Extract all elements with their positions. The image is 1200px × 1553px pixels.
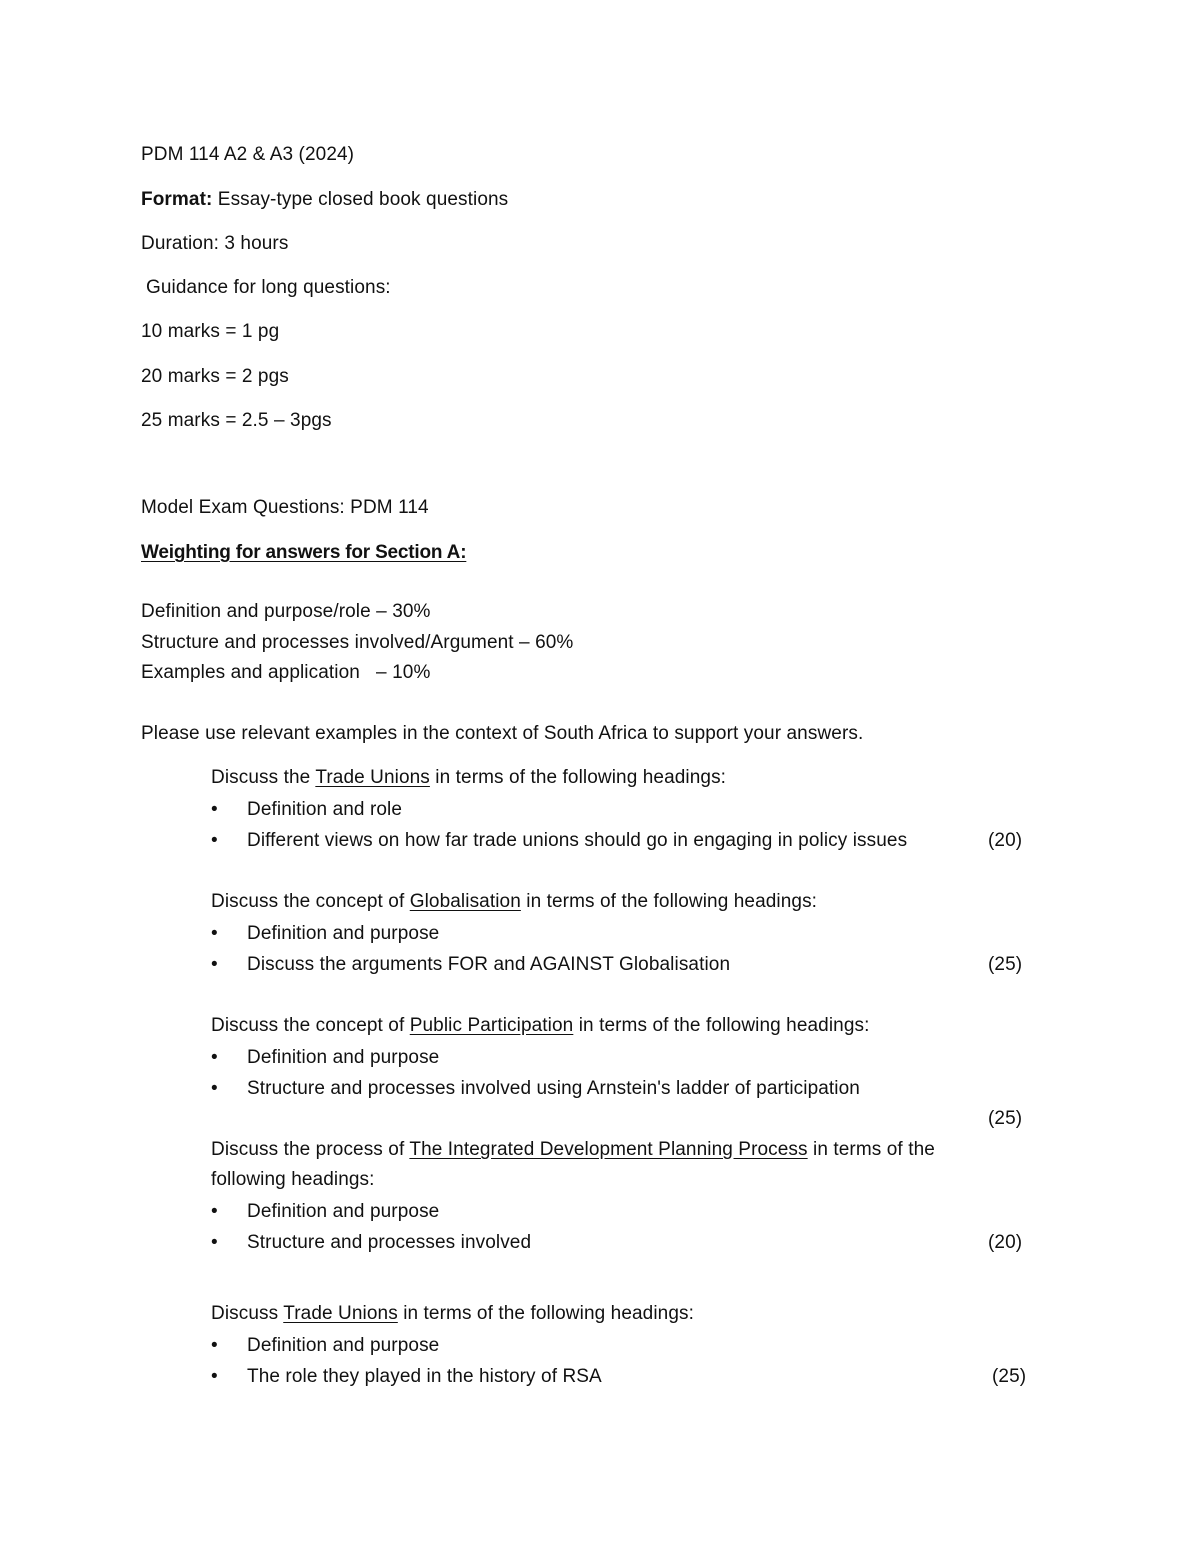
bullet-icon: • [211,923,218,944]
question-suffix: in terms of the following headings: [429,767,727,788]
question-topic: Public Participation [409,1015,574,1036]
model-exam-title: Model Exam Questions: PDM 114 [141,497,429,518]
question-5-marks: (25) [992,1366,1027,1387]
bullet-text: The role they played in the history of RSA [247,1366,602,1387]
duration-line: Duration: 3 hours [141,233,289,254]
question-1-marks: (20) [988,830,1023,851]
question-5-heading [211,1302,694,1326]
question-4-heading [211,1138,935,1162]
bullet-icon: • [211,1047,218,1068]
bullet-icon: • [211,830,218,851]
question-topic: Trade Unions [283,1303,398,1324]
bullet-text: Definition and role [247,799,403,820]
question-topic: The Integrated Development Planning Process [409,1139,808,1160]
question-topic: Globalisation [409,891,521,912]
question-prefix: Discuss [211,1303,284,1324]
question-2-heading [211,890,817,914]
bullet-icon: • [211,1366,218,1387]
weighting-line-definition: Definition and purpose/role – 30% [141,601,431,622]
question-2-marks: (25) [988,954,1023,975]
question-4-marks: (20) [988,1232,1023,1253]
question-suffix: in terms of the following headings: [397,1303,694,1324]
bullet-text: Structure and processes involved [247,1232,532,1253]
question-suffix: in terms of the following headings: [520,891,818,912]
question-prefix: Discuss the concept of [211,891,410,912]
weighting-line-examples: Examples and application – 10% [141,662,431,683]
bullet-text: Structure and processes involved using Arnstein's ladder of participation [247,1078,860,1099]
question-prefix: Discuss the process of [211,1139,410,1160]
question-suffix: in terms of the following headings: [573,1015,870,1036]
bullet-text: Definition and purpose [247,1201,440,1222]
bullet-text: Different views on how far trade unions should go in engaging in policy issues [247,830,908,851]
bullet-icon: • [211,799,218,820]
bullet-icon: • [211,954,218,975]
guidance-line-20-marks: 20 marks = 2 pgs [141,366,289,387]
instruction-text: Please use relevant examples in the context of South Africa to support your answers. [141,723,864,744]
question-topic: Trade Unions [315,767,430,788]
bullet-icon: • [211,1201,218,1222]
bullet-text: Definition and purpose [247,923,440,944]
question-4-heading-continuation: following headings: [211,1169,375,1190]
question-1-heading [211,766,726,790]
bullet-text: Discuss the arguments FOR and AGAINST Globalisation [247,954,731,975]
guidance-line-25-marks: 25 marks = 2.5 – 3pgs [141,410,332,431]
bullet-icon: • [211,1078,218,1099]
format-line [141,188,508,212]
question-prefix: Discuss the concept of [211,1015,410,1036]
bullet-icon: • [211,1232,218,1253]
question-3-marks: (25) [988,1108,1023,1129]
course-title: PDM 114 A2 & A3 (2024) [141,144,355,165]
bullet-text: Definition and purpose [247,1047,440,1068]
question-3-heading [211,1014,869,1038]
weighting-line-structure: Structure and processes involved/Argument – 60% [141,632,574,653]
guidance-line-10-marks: 10 marks = 1 pg [141,321,280,342]
bullet-icon: • [211,1335,218,1356]
question-prefix: Discuss the [211,767,316,788]
question-suffix: in terms of the [807,1139,935,1160]
guidance-title: Guidance for long questions: [146,277,391,298]
format-label: Format: [141,189,213,210]
weighting-heading: Weighting for answers for Section A: [141,542,467,563]
format-value: Essay-type closed book questions [212,189,509,210]
bullet-text: Definition and purpose [247,1335,440,1356]
